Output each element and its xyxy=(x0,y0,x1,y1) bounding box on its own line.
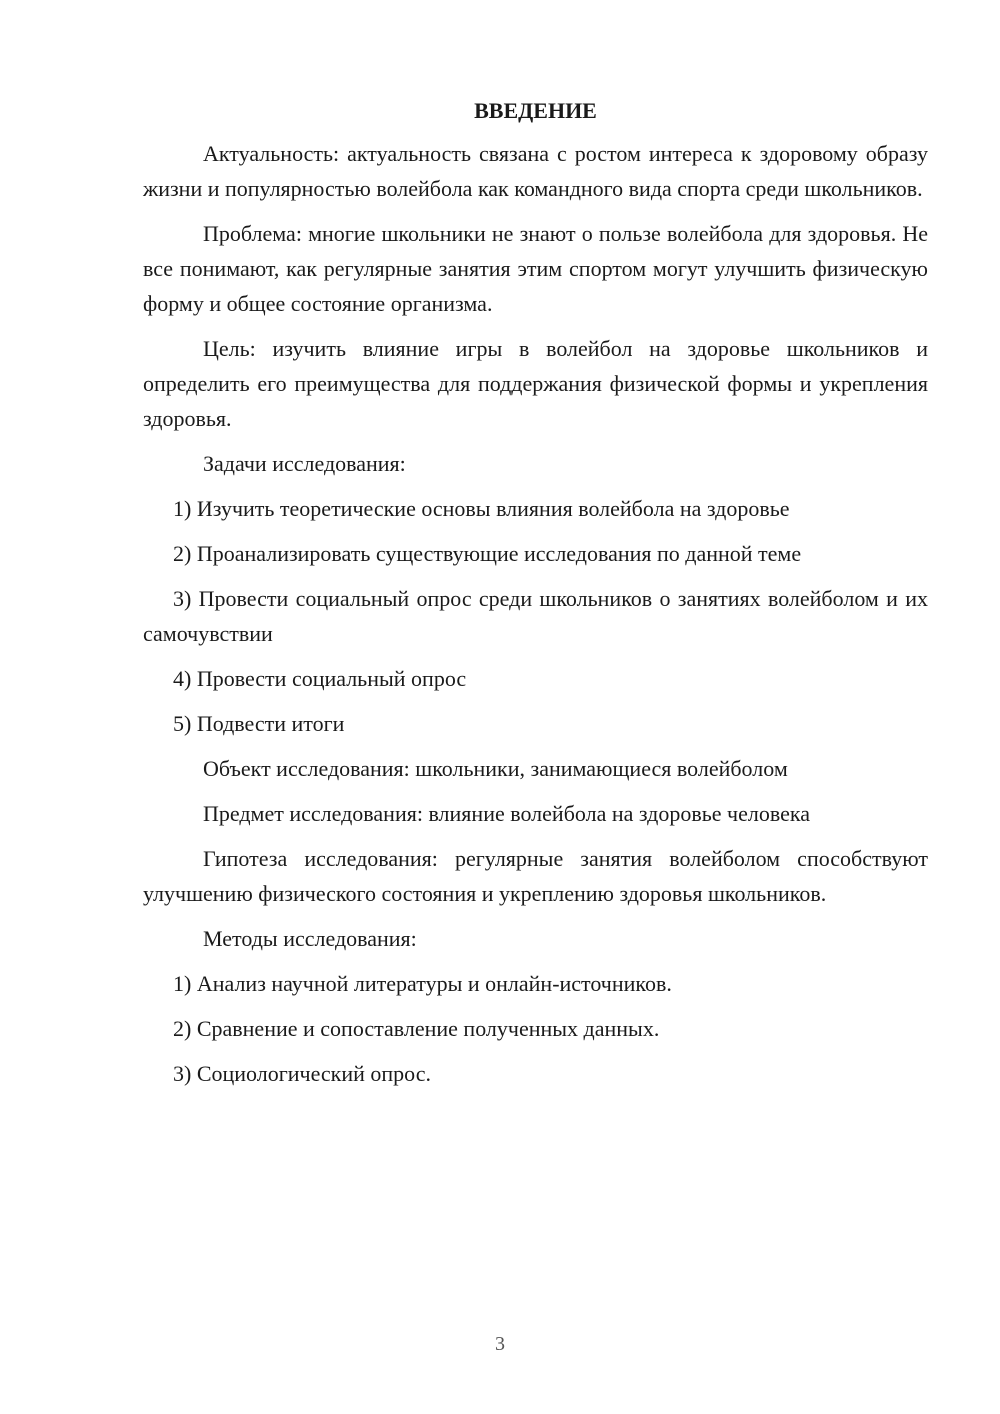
problem-paragraph: Проблема: многие школьники не знают о пользе волейбола для здоровья. Не все понимают, как регулярные занятия этим спортом могут улучшить физическую форму и общее состояние организма. xyxy=(143,221,928,316)
task-item: 2) Проанализировать существующие исследования по данной теме xyxy=(173,541,802,566)
page-number: 3 xyxy=(495,1333,505,1355)
page-content xyxy=(143,94,928,1101)
goal-paragraph: Цель: изучить влияние игры в волейбол на здоровье школьников и определить его преимущества для поддержания физической формы и укрепления здоровья. xyxy=(143,336,928,431)
task-item: 4) Провести социальный опрос xyxy=(173,666,467,691)
method-item: 1) Анализ научной литературы и онлайн-источников. xyxy=(173,971,672,996)
tasks-heading: Задачи исследования: xyxy=(203,451,406,476)
research-hypothesis: Гипотеза исследования: регулярные занятия волейболом способствуют улучшению физического состояния и укреплению здоровья школьников. xyxy=(143,846,928,906)
task-item: 3) Провести социальный опрос среди школьников о занятиях волейболом и их самочувствии xyxy=(143,586,928,646)
research-subject: Предмет исследования: влияние волейбола на здоровье человека xyxy=(203,801,810,826)
research-object: Объект исследования: школьники, занимающиеся волейболом xyxy=(203,756,788,781)
relevance-paragraph: Актуальность: актуальность связана с ростом интереса к здоровому образу жизни и популярностью волейбола как командного вида спорта среди школьников. xyxy=(143,141,928,201)
section-title: ВВЕДЕНИЕ xyxy=(474,98,597,123)
method-item: 2) Сравнение и сопоставление полученных данных. xyxy=(173,1016,660,1041)
method-item: 3) Социологический опрос. xyxy=(173,1061,431,1086)
task-item: 5) Подвести итоги xyxy=(173,711,345,736)
methods-heading: Методы исследования: xyxy=(203,926,417,951)
task-item: 1) Изучить теоретические основы влияния волейбола на здоровье xyxy=(173,496,790,521)
